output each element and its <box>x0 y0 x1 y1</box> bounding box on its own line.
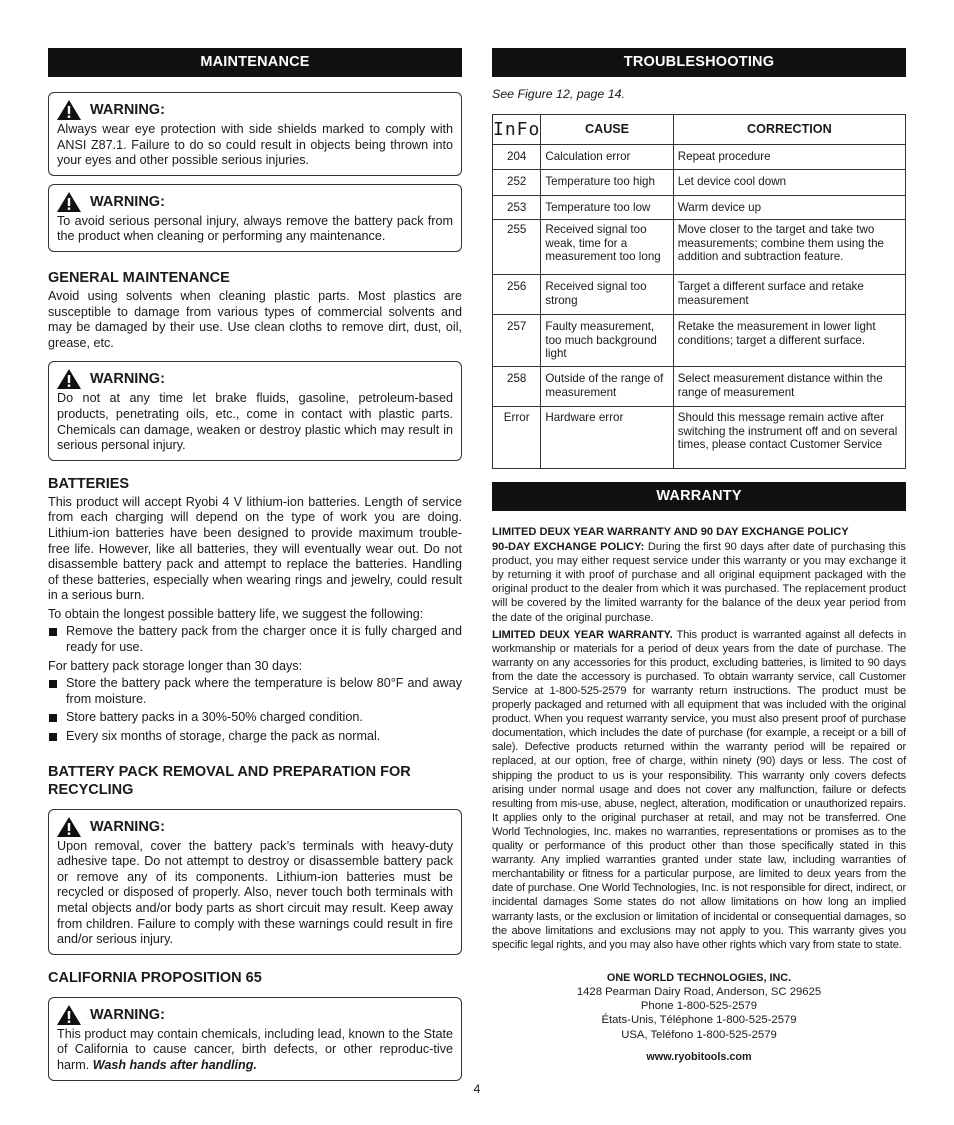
bullet-square-icon <box>49 733 57 741</box>
info-label: InFo <box>493 115 541 145</box>
prop65-heading: CALIFORNIA PROPOSITION 65 <box>48 969 262 986</box>
warning-title: WARNING: <box>90 818 165 835</box>
general-maintenance-heading: GENERAL MAINTENANCE <box>48 269 230 286</box>
warranty-heading: WARRANTY <box>492 482 906 511</box>
warning-box-prop65 <box>48 997 462 1081</box>
column-header-cause: CAUSE <box>541 115 673 145</box>
table-header-row <box>493 115 906 145</box>
table-row: Error Hardware error Should this message remain active after switching the instrument off and on several times, please contact Customer Service <box>493 406 906 468</box>
warning-text: To avoid serious personal injury, always remove the battery pack from the product when cleaning or performing any maintenance. <box>57 213 453 244</box>
exchange-policy-text: During the first 90 days after date of purchasing this product, you may either request service under this warranty or you may exchange it by returning it with proof of purchase and all original equipment packaged with the original product to the dealer from which it was purchased. The replacement product will be covered by the limited warranty for the balance of the deux year period from the date of the original purchase. <box>492 541 906 624</box>
list-item: Every six months of storage, charge the pack as normal. <box>48 729 462 745</box>
warning-title: WARNING: <box>90 102 165 118</box>
left-column <box>48 48 462 1081</box>
warranty-policy-title: LIMITED DEUX YEAR WARRANTY AND 90 DAY EXCHANGE POLICY <box>492 525 849 538</box>
warning-title: WARNING: <box>90 371 165 388</box>
see-figure-note: See Figure 12, page 14. <box>492 87 625 101</box>
company-address: 1428 Pearman Dairy Road, Anderson, SC 29625 <box>576 985 822 998</box>
troubleshooting-heading: TROUBLESHOOTING <box>492 48 906 77</box>
bullet-square-icon <box>49 680 57 688</box>
maintenance-heading: MAINTENANCE <box>48 48 462 77</box>
page-number: 4 <box>473 1082 481 1096</box>
list-item: Remove the battery pack from the charger once it is fully charged and ready for use. <box>48 624 462 655</box>
column-header-correction: CORRECTION <box>673 115 905 145</box>
table-row: 258 Outside of the range of measurement Select measurement distance within the range of measurement <box>493 366 906 406</box>
list-item: Store battery packs in a 30%-50% charged condition. <box>48 710 462 726</box>
list-item: Store the battery pack where the temperature is below 80°F and away from moisture. <box>48 676 462 707</box>
bullet-square-icon <box>49 714 57 722</box>
company-phone-fr: États-Unis, Téléphone 1-800-525-2579 <box>601 1014 797 1027</box>
warning-triangle-icon <box>57 1005 81 1025</box>
general-maintenance-text: Avoid using solvents when cleaning plastic parts. Most plastics are susceptible to damage from various types of commercial solvents and may be damaged by their use. Use clean cloths to remove dirt, dust, oil, grease, etc. <box>48 288 462 350</box>
right-column <box>492 48 906 1064</box>
company-name: ONE WORLD TECHNOLOGIES, INC. <box>606 971 792 984</box>
warning-text: Do not at any time let brake fluids, gasoline, petroleum-based products, penetrating oils, etc., come in contact with plastic parts. Chemicals can damage, weaken or destroy plastic which may result in serious personal injury. <box>57 391 453 453</box>
warning-triangle-icon <box>57 369 81 389</box>
batteries-heading: BATTERIES <box>48 475 130 492</box>
company-phone: Phone 1-800-525-2579 <box>640 1000 758 1013</box>
batteries-text: This product will accept Ryobi 4 V lithium-ion batteries. Length of service from each charging will depend on the type of work you are doing. Lithium-ion batteries have been designed to provide maximum trouble-free life. However, like all batteries, they will eventually wear out. Do not disassemble battery pack and attempt to replace the batteries. Handling of these batteries, especially when wearing rings and jewelry, could result in a serious burn. <box>48 494 462 603</box>
bullet-square-icon <box>49 628 57 636</box>
warning-triangle-icon <box>57 817 81 837</box>
warning-triangle-icon <box>57 192 81 212</box>
warning-box-chemicals <box>48 361 462 460</box>
table-row: 252 Temperature too high Let device cool down <box>493 169 906 195</box>
warning-title: WARNING: <box>90 193 165 210</box>
longest-life-intro: To obtain the longest possible battery life, we suggest the following: <box>48 606 424 621</box>
table-row: 257 Faulty measurement, too much background light Retake the measurement in lower light conditions; target a different surface. <box>493 315 906 367</box>
exchange-policy-label: 90-DAY EXCHANGE POLICY: <box>492 541 645 554</box>
warning-text: This product may contain chemicals, including lead, known to the State of California to cause cancer, birth defects, or other reproduc-tive harm. <box>57 1026 453 1072</box>
warning-text: Upon removal, cover the battery pack’s terminals with heavy-duty adhesive tape. Do not attempt to destroy or disassemble battery pack or remove any of its components. Lithium-ion batteries must be recycled or disposed of properly. Also, never touch both terminals with metal objects and/or body parts as short circuit may result. Keep away from children. Failure to comply with these warnings could result in fire and/or serious injury. <box>57 838 453 947</box>
warning-triangle-icon <box>57 100 81 120</box>
exchange-policy-paragraph <box>492 540 906 625</box>
warning-box-recycling <box>48 809 462 955</box>
limited-warranty-paragraph <box>492 628 906 952</box>
storage-intro: For battery pack storage longer than 30 days: <box>48 658 303 673</box>
warning-box-remove-battery <box>48 184 462 252</box>
table-row: 256 Received signal too strong Target a different surface and retake measurement <box>493 275 906 315</box>
limited-warranty-label: LIMITED DEUX YEAR WARRANTY. <box>492 628 673 641</box>
warning-box-eye-protection <box>48 92 462 176</box>
warning-title: WARNING: <box>90 1006 165 1023</box>
company-phone-es: USA, Teléfono 1-800-525-2579 <box>621 1028 777 1041</box>
table-row: 253 Temperature too low Warm device up <box>493 195 906 220</box>
warning-text: Always wear eye protection with side shields marked to comply with ANSI Z87.1. Failure to do so could result in objects being thrown into your eyes and other possible serious injuries. <box>57 122 453 168</box>
troubleshooting-table <box>492 114 906 469</box>
website-link[interactable]: www.ryobitools.com <box>646 1050 752 1063</box>
limited-warranty-text: This product is warranted against all defects in workmanship or materials for a period of deux years from the date of purchase. The warranty on any accessories for this product, excluding batteries, is limited to 90 days from the date the accessory is purchased. To obtain warranty service, call Customer Service at 1-800-525-2579 for warranty return instructions. The product must be properly packaged and returned with all equipment that was included with the original product. When you request warranty service, you must also present proof of purchase documentation, which includes the date of purchase (for example, a receipt or a bill of sale). Defective products returned within the warranty period will be repaired or replaced, at our option, free of charge, within ninety (90) days or less. The cost of shipping the product to us is your responsibility. This warranty only covers defects arising under normal usage and does not cover any malfunction, failure or defects resulting from mis-use, abuse, neglect, alteration, modification or unauthorized repairs. It applies only to the original purchaser at retail, and may not be transferred. One World Technologies, Inc. makes no warranties, representations or promises as to the quality or performance of this product other than those specifically stated in this warranty. Any implied warranties granted under state law, including warranties of merchantability or fitness for a particular purpose, are limited to deux years from the date of purchase. One World Technologies, Inc. is not responsible for direct, indirect, or incidental damages Some states do not allow limitations on how long an implied warranty lasts, or the exclusion or limitation of incidental or consequential damages, so the above limitations and exclusions may not apply to you. This warranty gives you specific legal rights, and you may also have other rights which vary from state to state. <box>492 628 906 951</box>
table-row: 255 Received signal too weak, time for a measurement too long Move closer to the target and take two measurements; combine them using the addition and subtraction feature. <box>493 220 906 275</box>
recycling-heading: BATTERY PACK REMOVAL AND PREPARATION FOR RECYCLING <box>48 763 411 798</box>
table-row: 204 Calculation error Repeat procedure <box>493 145 906 170</box>
warning-emphasis: Wash hands after handling. <box>92 1057 257 1072</box>
